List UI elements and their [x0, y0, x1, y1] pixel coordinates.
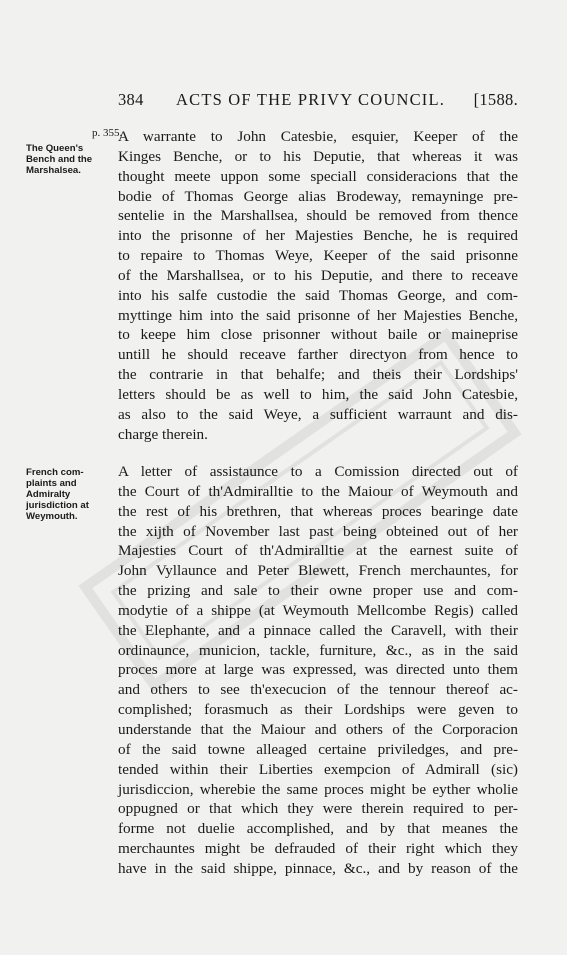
text-line: to repaire to Thomas Weye, Keeper of the said prisonne	[118, 247, 518, 265]
text-line: the rest of his brethren, that whereas proces bearinge date	[118, 502, 518, 520]
text-line: myttinge him into the said prisonne of her Majesties Benche,	[118, 306, 518, 324]
text-line: into the prisonne of her Majesties Benche, he is required	[118, 227, 518, 245]
side-note-french-complaints	[26, 467, 106, 522]
text-line: A letter of assistaunce to a Comission directed out of	[118, 463, 518, 480]
header-year: [1588.	[473, 90, 518, 109]
text-line: as also to the said Weye, a sufficient warraunt and dis-	[118, 405, 518, 423]
text-line: merchauntes might be defrauded of their right which they	[118, 840, 518, 858]
page-number: 384	[118, 90, 144, 109]
running-header	[118, 90, 518, 112]
text-line: A warrante to John Catesbie, esquier, Keeper of the	[118, 128, 518, 145]
text-line: into his salfe custodie the said Thomas George, and com-	[118, 286, 518, 304]
text-line: tended within their Liberties exempcion of Admirall (sic)	[118, 760, 518, 778]
side-note-line: Bench and the	[26, 154, 93, 165]
text-line: letters should be as well to him, the said John Catesbie,	[118, 385, 518, 403]
text-line: have in the said shippe, pinnace, &c., and by reason of the	[118, 859, 518, 877]
paragraph-warrant-catesbie	[118, 127, 518, 445]
text-line: modytie of a shippe (at Weymouth Mellcombe Regis) called	[118, 601, 518, 619]
text-line: to keepe him close prisonner without baile or maineprise	[118, 326, 518, 344]
side-note-line: Admiralty	[26, 489, 71, 500]
side-note-line: plaints and	[26, 478, 77, 489]
text-line: of the said towne alleaged certaine priviledges, and pre-	[118, 740, 518, 758]
margin-page-reference: p. 355.	[92, 127, 123, 139]
text-line: the Court of th'Admiralltie to the Maiour of Weymouth and	[118, 482, 518, 500]
text-line: the xijth of November last past being obteined out of her	[118, 522, 518, 540]
text-line: understande that the Maiour and others of the Corporacion	[118, 720, 518, 738]
text-line: the contrarie in that behalfe; and theis their Lordships'	[118, 366, 518, 384]
text-line: and others to see th'execucion of the tennour thereof ac-	[118, 681, 518, 699]
text-line: forme not duelie accomplished, and by that meanes the	[118, 820, 518, 838]
text-line: untill he should receave farther directyon from hence to	[118, 346, 518, 364]
running-title: ACTS OF THE PRIVY COUNCIL.	[176, 90, 446, 109]
text-line: charge therein.	[118, 425, 208, 443]
text-line: bodie of Thomas George alias Brodeway, remayninge pre-	[118, 187, 518, 205]
side-note-queens-bench	[26, 143, 106, 176]
text-line: Kinges Benche, or to his Deputie, that whereas it was	[118, 147, 518, 165]
text-line: Majesties Court of th'Admiralltie at the earnest suite of	[118, 542, 518, 560]
text-line: proces more at large was expressed, was directed unto them	[118, 661, 518, 679]
text-line: John Vyllaunce and Peter Blewett, French merchauntes, for	[118, 562, 518, 580]
text-line: of the Marshallsea, or to his Deputie, and there to receave	[118, 266, 518, 284]
text-line: complished; forasmuch as their Lordships were geven to	[118, 701, 518, 719]
text-line: the prizing and sale to their owne proper use and com-	[118, 582, 518, 600]
side-note-line: The Queen's	[26, 143, 84, 154]
text-line: ordinaunce, municion, tackle, furniture, &c., as in the said	[118, 641, 518, 659]
paragraph-letter-weymouth	[118, 462, 518, 879]
text-line: jurisdiccion, wherebie the same proces might be eyther wholie	[118, 780, 518, 798]
text-line: oppugned or that which they were therein required to per-	[118, 800, 518, 818]
side-note-line: Weymouth.	[26, 511, 78, 522]
text-line: thought meete uppon some speciall consideracions that the	[118, 167, 518, 185]
side-note-line: Marshalsea.	[26, 165, 81, 176]
text-line: sentelie in the Marshallsea, should be removed from thence	[118, 207, 518, 225]
side-note-line: French com-	[26, 467, 84, 478]
side-note-line: jurisdiction at	[26, 500, 89, 511]
text-line: the Elephante, and a pinnace called the Caravell, with their	[118, 621, 518, 639]
